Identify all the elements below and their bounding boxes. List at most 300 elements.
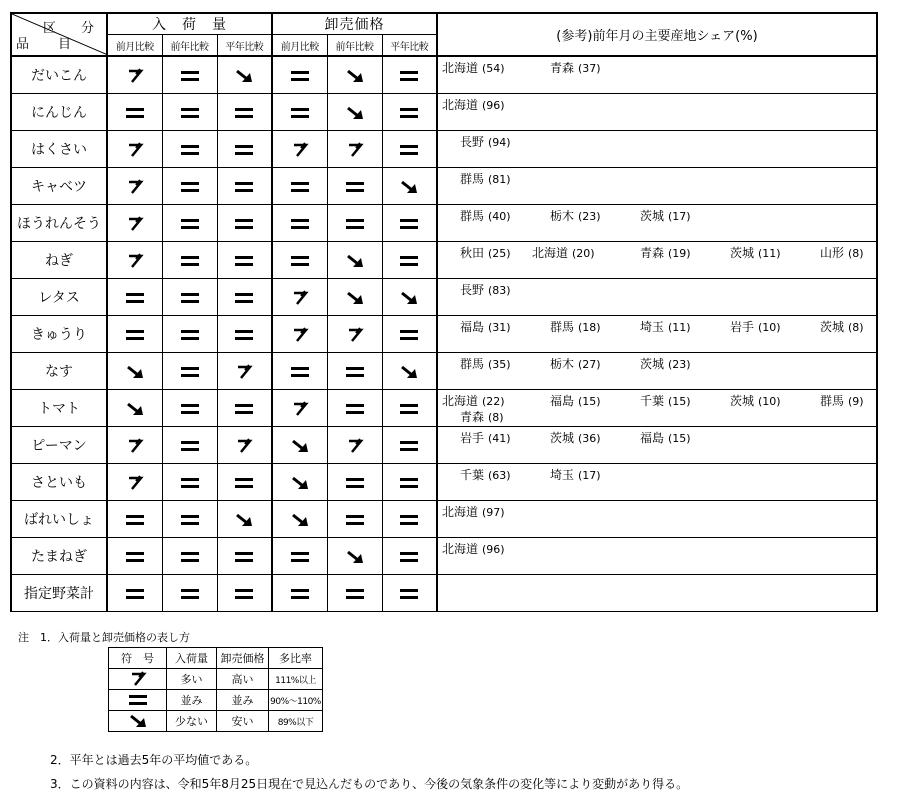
equal-icon xyxy=(124,512,146,528)
share-entry xyxy=(460,170,511,187)
share-percent: (15) xyxy=(578,395,601,408)
trend-symbol xyxy=(107,427,162,464)
trend-symbol xyxy=(217,427,272,464)
trend-symbol xyxy=(162,131,217,168)
vegetable-name: はくさい xyxy=(11,131,107,168)
share-percent: (37) xyxy=(578,62,601,75)
trend-symbol xyxy=(382,464,437,501)
equal-icon xyxy=(179,179,201,195)
trend-symbol xyxy=(107,205,162,242)
trend-symbol xyxy=(162,94,217,131)
table-row xyxy=(11,316,877,353)
share-entry xyxy=(640,244,691,261)
note-2: 2．平年とは過去5年の平均値である。 xyxy=(50,753,258,767)
trend-symbol xyxy=(107,242,162,279)
equal-icon xyxy=(398,327,420,343)
equal-icon xyxy=(289,68,311,84)
share-cell xyxy=(437,427,877,464)
equal-icon xyxy=(124,586,146,602)
trend-symbol xyxy=(382,131,437,168)
share-cell xyxy=(437,242,877,279)
total-sym xyxy=(107,575,162,612)
table-row xyxy=(11,242,877,279)
share-percent: (96) xyxy=(482,99,505,112)
header-sub: 平年比較 xyxy=(382,35,437,57)
trend-symbol xyxy=(107,131,162,168)
equal-icon xyxy=(124,327,146,343)
equal-icon xyxy=(289,105,311,121)
down-arrow-icon xyxy=(398,290,420,306)
share-entry xyxy=(550,207,601,224)
header-sub: 前月比較 xyxy=(107,35,162,57)
trend-symbol xyxy=(327,56,382,94)
trend-symbol xyxy=(327,94,382,131)
header-arrival: 入 荷 量 xyxy=(107,13,272,35)
equal-icon xyxy=(398,105,420,121)
share-percent: (8) xyxy=(848,247,864,260)
prefecture-name: 北海道 xyxy=(442,394,479,408)
share-percent: (35) xyxy=(488,358,511,371)
share-entry xyxy=(442,392,505,409)
trend-symbol xyxy=(272,353,327,390)
total-sym xyxy=(327,575,382,612)
equal-icon xyxy=(398,475,420,491)
equal-icon xyxy=(179,364,201,380)
double-up-arrow-icon xyxy=(344,327,366,343)
down-arrow-icon xyxy=(398,179,420,195)
down-arrow-icon xyxy=(124,364,146,380)
equal-icon xyxy=(179,327,201,343)
trend-symbol xyxy=(272,205,327,242)
header-sub: 前年比較 xyxy=(327,35,382,57)
vegetable-name: ねぎ xyxy=(11,242,107,279)
share-entry xyxy=(550,429,601,446)
equal-icon xyxy=(233,142,255,158)
share-entry xyxy=(730,318,781,335)
total-sym xyxy=(162,575,217,612)
down-arrow-icon xyxy=(289,438,311,454)
share-entry xyxy=(460,133,511,150)
equal-icon xyxy=(398,586,420,602)
trend-symbol xyxy=(272,56,327,94)
double-up-arrow-icon xyxy=(124,253,146,269)
share-percent: (25) xyxy=(488,247,511,260)
trend-symbol xyxy=(327,464,382,501)
double-up-arrow-icon xyxy=(289,401,311,417)
trend-symbol xyxy=(217,242,272,279)
equal-icon xyxy=(344,586,366,602)
equal-icon xyxy=(398,549,420,565)
trend-symbol xyxy=(107,168,162,205)
double-up-arrow-icon xyxy=(124,142,146,158)
equal-icon xyxy=(344,512,366,528)
share-percent: (19) xyxy=(668,247,691,260)
header-share: (参考)前年月の主要産地シェア(%) xyxy=(437,13,877,56)
share-percent: (23) xyxy=(668,358,691,371)
prefecture-name: 福島 xyxy=(640,431,665,445)
equal-icon xyxy=(124,290,146,306)
trend-symbol xyxy=(327,131,382,168)
vegetable-name: ばれいしょ xyxy=(11,501,107,538)
legend-ratio: 90%～110% xyxy=(269,690,323,711)
prefecture-name: 福島 xyxy=(460,320,485,334)
vegetable-name: なす xyxy=(11,353,107,390)
trend-symbol xyxy=(382,56,437,94)
trend-symbol xyxy=(272,427,327,464)
header-corner xyxy=(11,13,107,56)
trend-symbol xyxy=(382,390,437,427)
vegetable-name: トマト xyxy=(11,390,107,427)
trend-symbol xyxy=(327,168,382,205)
share-cell xyxy=(437,205,877,242)
prefecture-name: 群馬 xyxy=(820,394,845,408)
legend-symbol xyxy=(109,690,167,711)
double-up-arrow-icon xyxy=(124,216,146,232)
trend-symbol xyxy=(107,390,162,427)
trend-symbol xyxy=(327,353,382,390)
legend-price: 並み xyxy=(217,690,269,711)
trend-symbol xyxy=(217,56,272,94)
share-cell xyxy=(437,94,877,131)
share-entry xyxy=(460,207,511,224)
share-entry xyxy=(550,59,601,76)
table-row xyxy=(11,205,877,242)
trend-symbol xyxy=(327,242,382,279)
total-name: 指定野菜計 xyxy=(11,575,107,612)
trend-symbol xyxy=(272,279,327,316)
share-cell xyxy=(437,390,877,427)
prefecture-name: 長野 xyxy=(460,283,485,297)
vegetable-name: たまねぎ xyxy=(11,538,107,575)
equal-icon xyxy=(289,179,311,195)
table-row xyxy=(11,464,877,501)
share-entry xyxy=(640,355,691,372)
equal-icon xyxy=(398,68,420,84)
share-percent: (8) xyxy=(488,411,504,424)
down-arrow-icon xyxy=(344,290,366,306)
prefecture-name: 北海道 xyxy=(442,542,479,556)
share-entry xyxy=(460,244,511,261)
note-3: 3．この資料の内容は、令和5年8月25日現在で見込んだものであり、今後の気象条件の変化等により変動があり得る。 xyxy=(50,777,689,791)
legend-header: 入荷量 xyxy=(167,648,217,669)
legend-header: 多比率 xyxy=(269,648,323,669)
double-up-arrow-icon xyxy=(233,364,255,380)
down-arrow-icon xyxy=(233,512,255,528)
total-share xyxy=(437,575,877,612)
share-entry xyxy=(640,318,691,335)
double-up-arrow-icon xyxy=(233,438,255,454)
equal-icon xyxy=(344,475,366,491)
table-row xyxy=(11,501,877,538)
share-entry xyxy=(460,429,511,446)
trend-symbol xyxy=(162,205,217,242)
trend-symbol xyxy=(382,316,437,353)
down-arrow-icon xyxy=(233,68,255,84)
trend-symbol xyxy=(382,538,437,575)
equal-icon xyxy=(124,105,146,121)
trend-symbol xyxy=(107,353,162,390)
share-entry xyxy=(442,96,505,113)
prefecture-name: 北海道 xyxy=(442,98,479,112)
share-percent: (8) xyxy=(848,321,864,334)
vegetable-name: レタス xyxy=(11,279,107,316)
prefecture-name: 青森 xyxy=(550,61,575,75)
total-sym xyxy=(272,575,327,612)
prefecture-name: 福島 xyxy=(550,394,575,408)
trend-symbol xyxy=(217,94,272,131)
down-arrow-icon xyxy=(124,401,146,417)
header-hinmoku: 品 目 xyxy=(16,37,80,52)
share-percent: (36) xyxy=(578,432,601,445)
share-percent: (40) xyxy=(488,210,511,223)
share-entry xyxy=(460,408,504,425)
trend-symbol xyxy=(382,168,437,205)
header-price: 卸売価格 xyxy=(272,13,437,35)
share-percent: (18) xyxy=(578,321,601,334)
equal-icon xyxy=(344,179,366,195)
share-entry xyxy=(640,207,691,224)
share-entry xyxy=(550,318,601,335)
trend-symbol xyxy=(217,353,272,390)
legend-price: 安い xyxy=(217,711,269,732)
table-row xyxy=(11,390,877,427)
double-up-arrow-icon xyxy=(344,142,366,158)
equal-icon xyxy=(398,142,420,158)
share-percent: (15) xyxy=(668,432,691,445)
legend-symbol xyxy=(109,711,167,732)
legend-ratio: 111%以上 xyxy=(269,669,323,690)
supply-forecast-table xyxy=(10,12,878,612)
trend-symbol xyxy=(217,538,272,575)
equal-icon xyxy=(179,549,201,565)
share-percent: (31) xyxy=(488,321,511,334)
double-up-arrow-icon xyxy=(124,438,146,454)
equal-icon xyxy=(179,401,201,417)
trend-symbol xyxy=(272,538,327,575)
equal-icon xyxy=(233,586,255,602)
vegetable-name: さといも xyxy=(11,464,107,501)
vegetable-name: きゅうり xyxy=(11,316,107,353)
table-row xyxy=(11,279,877,316)
table-row xyxy=(11,168,877,205)
trend-symbol xyxy=(272,168,327,205)
double-up-arrow-icon xyxy=(124,475,146,491)
prefecture-name: 長野 xyxy=(460,135,485,149)
share-percent: (27) xyxy=(578,358,601,371)
equal-icon xyxy=(179,586,201,602)
prefecture-name: 栃木 xyxy=(550,209,575,223)
down-arrow-icon xyxy=(289,475,311,491)
table-row xyxy=(11,427,877,464)
trend-symbol xyxy=(107,464,162,501)
share-percent: (17) xyxy=(668,210,691,223)
trend-symbol xyxy=(162,464,217,501)
share-entry xyxy=(640,392,691,409)
prefecture-name: 群馬 xyxy=(460,172,485,186)
share-percent: (81) xyxy=(488,173,511,186)
prefecture-name: 茨城 xyxy=(550,431,575,445)
vegetable-name: ほうれんそう xyxy=(11,205,107,242)
table-row xyxy=(11,131,877,168)
trend-symbol xyxy=(162,242,217,279)
trend-symbol xyxy=(272,316,327,353)
legend-ratio: 89%以下 xyxy=(269,711,323,732)
equal-icon xyxy=(233,253,255,269)
double-up-arrow-icon xyxy=(289,142,311,158)
trend-symbol xyxy=(107,56,162,94)
trend-symbol xyxy=(272,242,327,279)
trend-symbol xyxy=(162,390,217,427)
prefecture-name: 青森 xyxy=(460,410,485,424)
prefecture-name: 山形 xyxy=(820,246,845,260)
table-body xyxy=(11,56,877,575)
vegetable-name: だいこん xyxy=(11,56,107,94)
equal-icon xyxy=(179,290,201,306)
trend-symbol xyxy=(327,538,382,575)
share-cell xyxy=(437,131,877,168)
total-row xyxy=(11,575,877,612)
legend-arrival: 並み xyxy=(167,690,217,711)
equal-icon xyxy=(233,105,255,121)
down-arrow-icon xyxy=(344,549,366,565)
trend-symbol xyxy=(162,279,217,316)
share-entry xyxy=(442,59,505,76)
header-sub: 平年比較 xyxy=(217,35,272,57)
share-entry xyxy=(820,318,864,335)
prefecture-name: 茨城 xyxy=(730,246,755,260)
trend-symbol xyxy=(382,205,437,242)
share-percent: (63) xyxy=(488,469,511,482)
down-arrow-icon xyxy=(127,713,149,729)
share-percent: (54) xyxy=(482,62,505,75)
equal-icon xyxy=(344,401,366,417)
share-percent: (41) xyxy=(488,432,511,445)
trend-symbol xyxy=(107,538,162,575)
trend-symbol xyxy=(107,316,162,353)
prefecture-name: 千葉 xyxy=(640,394,665,408)
down-arrow-icon xyxy=(344,253,366,269)
share-entry xyxy=(532,244,595,261)
share-percent: (94) xyxy=(488,136,511,149)
equal-icon xyxy=(398,216,420,232)
trend-symbol xyxy=(162,56,217,94)
equal-icon xyxy=(179,253,201,269)
trend-symbol xyxy=(327,205,382,242)
equal-icon xyxy=(233,179,255,195)
prefecture-name: 北海道 xyxy=(442,61,479,75)
trend-symbol xyxy=(162,168,217,205)
equal-icon xyxy=(289,364,311,380)
vegetable-name: にんじん xyxy=(11,94,107,131)
double-up-arrow-icon xyxy=(344,438,366,454)
vegetable-name: キャベツ xyxy=(11,168,107,205)
share-percent: (9) xyxy=(848,395,864,408)
share-entry xyxy=(820,392,864,409)
down-arrow-icon xyxy=(398,364,420,380)
prefecture-name: 北海道 xyxy=(442,505,479,519)
legend-price: 高い xyxy=(217,669,269,690)
trend-symbol xyxy=(272,501,327,538)
trend-symbol xyxy=(217,316,272,353)
trend-symbol xyxy=(327,390,382,427)
trend-symbol xyxy=(382,353,437,390)
share-entry xyxy=(730,392,781,409)
trend-symbol xyxy=(382,501,437,538)
prefecture-name: 群馬 xyxy=(460,209,485,223)
equal-icon xyxy=(398,512,420,528)
double-up-arrow-icon xyxy=(289,290,311,306)
equal-icon xyxy=(398,438,420,454)
equal-icon xyxy=(398,401,420,417)
trend-symbol xyxy=(272,131,327,168)
prefecture-name: 栃木 xyxy=(550,357,575,371)
legend-table xyxy=(108,647,323,732)
share-percent: (10) xyxy=(758,321,781,334)
share-cell xyxy=(437,56,877,94)
double-up-arrow-icon xyxy=(127,671,149,687)
share-cell xyxy=(437,501,877,538)
legend-arrival: 少ない xyxy=(167,711,217,732)
trend-symbol xyxy=(162,353,217,390)
share-entry xyxy=(550,392,601,409)
prefecture-name: 青森 xyxy=(640,246,665,260)
vegetable-name: ピーマン xyxy=(11,427,107,464)
equal-icon xyxy=(289,216,311,232)
note-1: 注 1．入荷量と卸売価格の表し方 xyxy=(18,631,190,644)
prefecture-name: 茨城 xyxy=(640,209,665,223)
trend-symbol xyxy=(272,464,327,501)
share-percent: (23) xyxy=(578,210,601,223)
trend-symbol xyxy=(327,501,382,538)
share-entry xyxy=(550,355,601,372)
share-cell xyxy=(437,538,877,575)
prefecture-name: 岩手 xyxy=(460,431,485,445)
share-cell xyxy=(437,353,877,390)
trend-symbol xyxy=(327,316,382,353)
share-percent: (10) xyxy=(758,395,781,408)
equal-icon xyxy=(233,290,255,306)
trend-symbol xyxy=(162,316,217,353)
equal-icon xyxy=(344,216,366,232)
double-up-arrow-icon xyxy=(289,327,311,343)
trend-symbol xyxy=(382,94,437,131)
prefecture-name: 茨城 xyxy=(820,320,845,334)
trend-symbol xyxy=(217,464,272,501)
equal-icon xyxy=(233,327,255,343)
prefecture-name: 岩手 xyxy=(730,320,755,334)
trend-symbol xyxy=(327,427,382,464)
trend-symbol xyxy=(382,242,437,279)
share-percent: (15) xyxy=(668,395,691,408)
legend-header: 符 号 xyxy=(109,648,167,669)
header-kubun: 区 分 xyxy=(42,21,100,36)
trend-symbol xyxy=(217,168,272,205)
equal-icon xyxy=(398,253,420,269)
prefecture-name: 千葉 xyxy=(460,468,485,482)
share-entry xyxy=(820,244,864,261)
share-entry xyxy=(460,355,511,372)
down-arrow-icon xyxy=(344,68,366,84)
share-percent: (11) xyxy=(758,247,781,260)
share-percent: (83) xyxy=(488,284,511,297)
trend-symbol xyxy=(162,501,217,538)
total-sym xyxy=(217,575,272,612)
equal-icon xyxy=(179,438,201,454)
total-sym xyxy=(382,575,437,612)
share-cell xyxy=(437,279,877,316)
prefecture-name: 北海道 xyxy=(532,246,569,260)
share-percent: (22) xyxy=(482,395,505,408)
